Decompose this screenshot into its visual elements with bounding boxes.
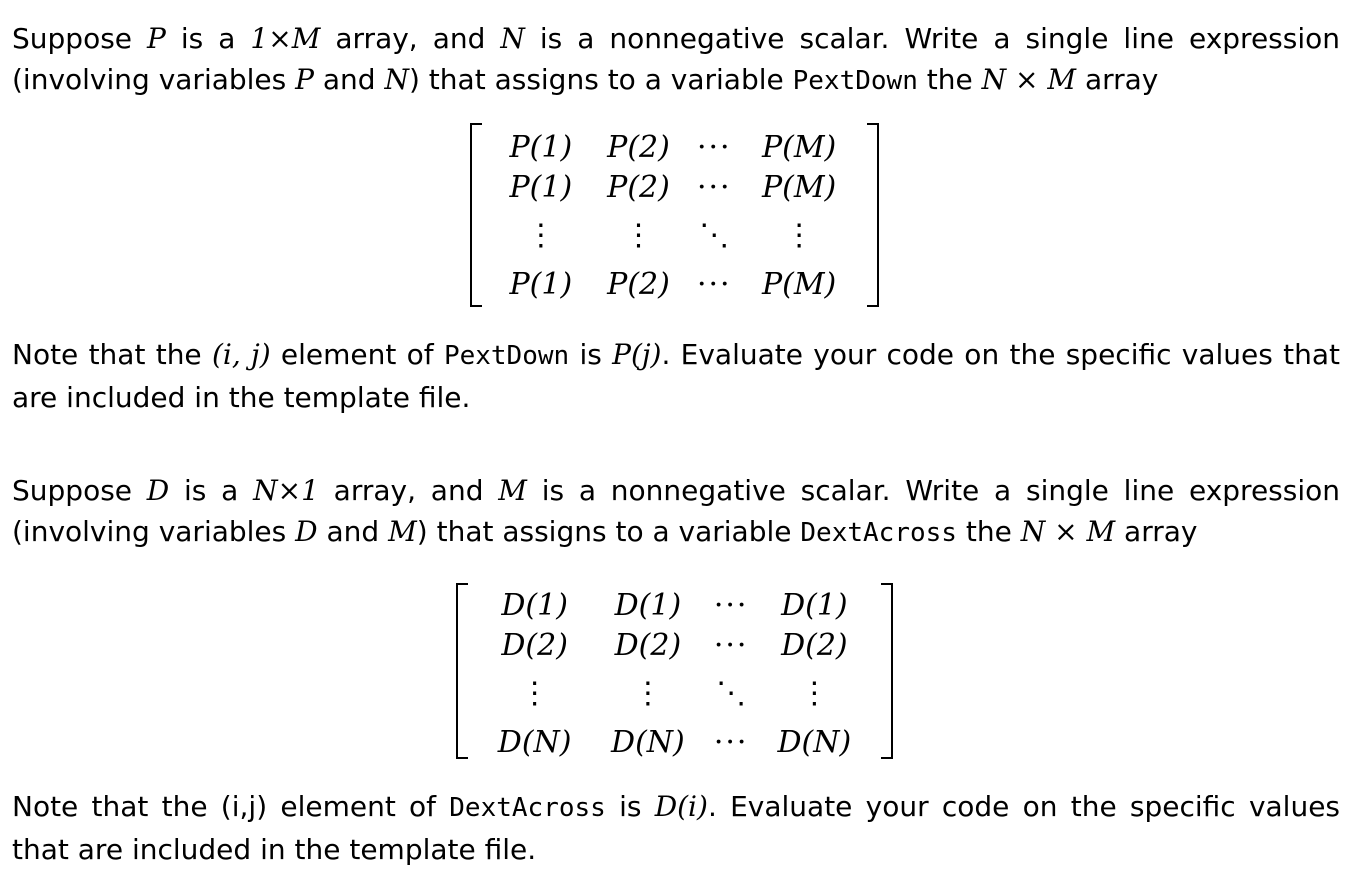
matrix-row xyxy=(478,721,871,763)
matrix-cell xyxy=(590,127,688,167)
matrix-row xyxy=(492,127,857,167)
matrix-entry: P(1) xyxy=(509,129,573,165)
matrix-cell xyxy=(687,167,741,207)
matrix-cell xyxy=(478,721,591,763)
horizontal-dots: ··· xyxy=(713,587,749,623)
element-di: D(i) xyxy=(654,790,708,823)
matrix-cell xyxy=(492,207,590,263)
matrix-entry: P(M) xyxy=(761,169,837,205)
dim-1xm: 1×M xyxy=(250,22,321,55)
matrix-cell xyxy=(741,263,857,305)
matrix-entry: D(2) xyxy=(781,627,848,663)
diagonal-dots: ⋱ xyxy=(699,217,730,253)
matrix-left-bracket xyxy=(456,583,468,759)
matrix-entry: D(2) xyxy=(614,627,682,663)
code-pextdown: PextDown xyxy=(443,341,570,371)
matrix-entry: P(2) xyxy=(607,129,670,165)
matrix-cell xyxy=(590,263,688,305)
matrix-entry: P(M) xyxy=(761,266,837,302)
problem2-note: Note that the (i,j) element of DextAcross is D(i). Evaluate your code on the specific values that are included in the template file. xyxy=(12,790,1341,866)
matrix-cell xyxy=(741,167,857,207)
vertical-dots: ⋮ xyxy=(632,675,663,711)
matrix-entry: P(1) xyxy=(509,266,573,302)
vertical-dots: ⋮ xyxy=(519,675,550,711)
dim-nx1: N×1 xyxy=(253,474,319,507)
matrix-entry: P(M) xyxy=(761,129,837,165)
matrix-cell xyxy=(591,721,704,763)
vertical-dots: ⋮ xyxy=(525,217,556,253)
matrix-entry: P(2) xyxy=(607,266,670,302)
matrix-row xyxy=(478,625,871,665)
matrix-cell xyxy=(591,625,704,665)
matrix-cell xyxy=(492,167,590,207)
matrix-right-bracket xyxy=(881,583,893,759)
horizontal-dots: ··· xyxy=(696,129,732,165)
matrix-cell xyxy=(705,721,758,763)
matrix-cell xyxy=(705,625,758,665)
matrix-entry: D(N) xyxy=(777,724,852,760)
matrix-entry: D(N) xyxy=(497,724,572,760)
matrix-cell xyxy=(758,585,871,625)
horizontal-dots: ··· xyxy=(696,266,732,302)
matrix-cell xyxy=(591,665,704,721)
matrix-cell xyxy=(741,207,857,263)
matrix-entry: D(N) xyxy=(611,724,685,760)
horizontal-dots: ··· xyxy=(713,627,749,663)
dim-nxm: N × M xyxy=(1020,515,1116,548)
code-dextacross: DextAcross xyxy=(449,793,606,823)
horizontal-dots: ··· xyxy=(696,169,732,205)
matrix-cell xyxy=(478,665,591,721)
matrix-row xyxy=(478,665,871,721)
matrix-cell xyxy=(705,585,758,625)
matrix-cell xyxy=(478,625,591,665)
matrix-cell xyxy=(741,127,857,167)
vertical-dots: ⋮ xyxy=(799,675,830,711)
var-p: P xyxy=(147,22,166,55)
matrix-row xyxy=(478,585,871,625)
matrix-cell xyxy=(705,665,758,721)
code-dextacross: DextAcross xyxy=(800,518,957,548)
matrix-cell xyxy=(687,263,741,305)
matrix-entry: P(2) xyxy=(607,169,670,205)
var-m: M xyxy=(498,474,527,507)
matrix-grid xyxy=(478,585,871,763)
matrix-row xyxy=(492,167,857,207)
matrix-cell xyxy=(758,721,871,763)
problem1-note: Note that the (i, j) element of PextDown is P(j). Evaluate your code on the specific values that are included in the template file. xyxy=(12,338,1340,414)
matrix-left-bracket xyxy=(470,123,482,307)
matrix-grid xyxy=(492,127,857,305)
dextacross-matrix xyxy=(456,583,893,759)
matrix-cell xyxy=(492,127,590,167)
matrix-entry: D(2) xyxy=(501,627,568,663)
matrix-cell xyxy=(492,263,590,305)
matrix-cell xyxy=(758,625,871,665)
matrix-entry: D(1) xyxy=(614,587,682,623)
code-pextdown: PextDown xyxy=(792,66,918,96)
var-d: D xyxy=(146,474,170,507)
matrix-cell xyxy=(590,167,688,207)
problem2-statement: Suppose D is a N×1 array, and M is a nonnegative scalar. Write a single line expression (involving variables D and M) that assigns to a variable DextAcross the N × M array xyxy=(12,474,1341,548)
vertical-dots: ⋮ xyxy=(784,217,815,253)
diagonal-dots: ⋱ xyxy=(716,675,747,711)
matrix-row xyxy=(492,207,857,263)
var-n: N xyxy=(500,22,525,55)
matrix-cell xyxy=(758,665,871,721)
dim-nxm: N × M xyxy=(981,63,1077,96)
matrix-entry: P(1) xyxy=(509,169,573,205)
matrix-entry: D(1) xyxy=(501,587,568,623)
pextdown-matrix xyxy=(470,123,879,307)
matrix-cell xyxy=(687,207,741,263)
problem1-statement: Suppose P is a 1×M array, and N is a nonnegative scalar. Write a single line expression (involving variables P and N) that assigns to a variable PextDown the N × M array xyxy=(12,22,1341,96)
matrix-entry: D(1) xyxy=(781,587,848,623)
matrix-cell xyxy=(591,585,704,625)
matrix-cell xyxy=(478,585,591,625)
horizontal-dots: ··· xyxy=(713,724,749,760)
matrix-cell xyxy=(687,127,741,167)
index-ij: (i, j) xyxy=(211,338,271,371)
vertical-dots: ⋮ xyxy=(623,217,654,253)
matrix-right-bracket xyxy=(867,123,879,307)
matrix-cell xyxy=(590,207,688,263)
matrix-row xyxy=(492,263,857,305)
element-pj: P(j) xyxy=(612,338,662,371)
